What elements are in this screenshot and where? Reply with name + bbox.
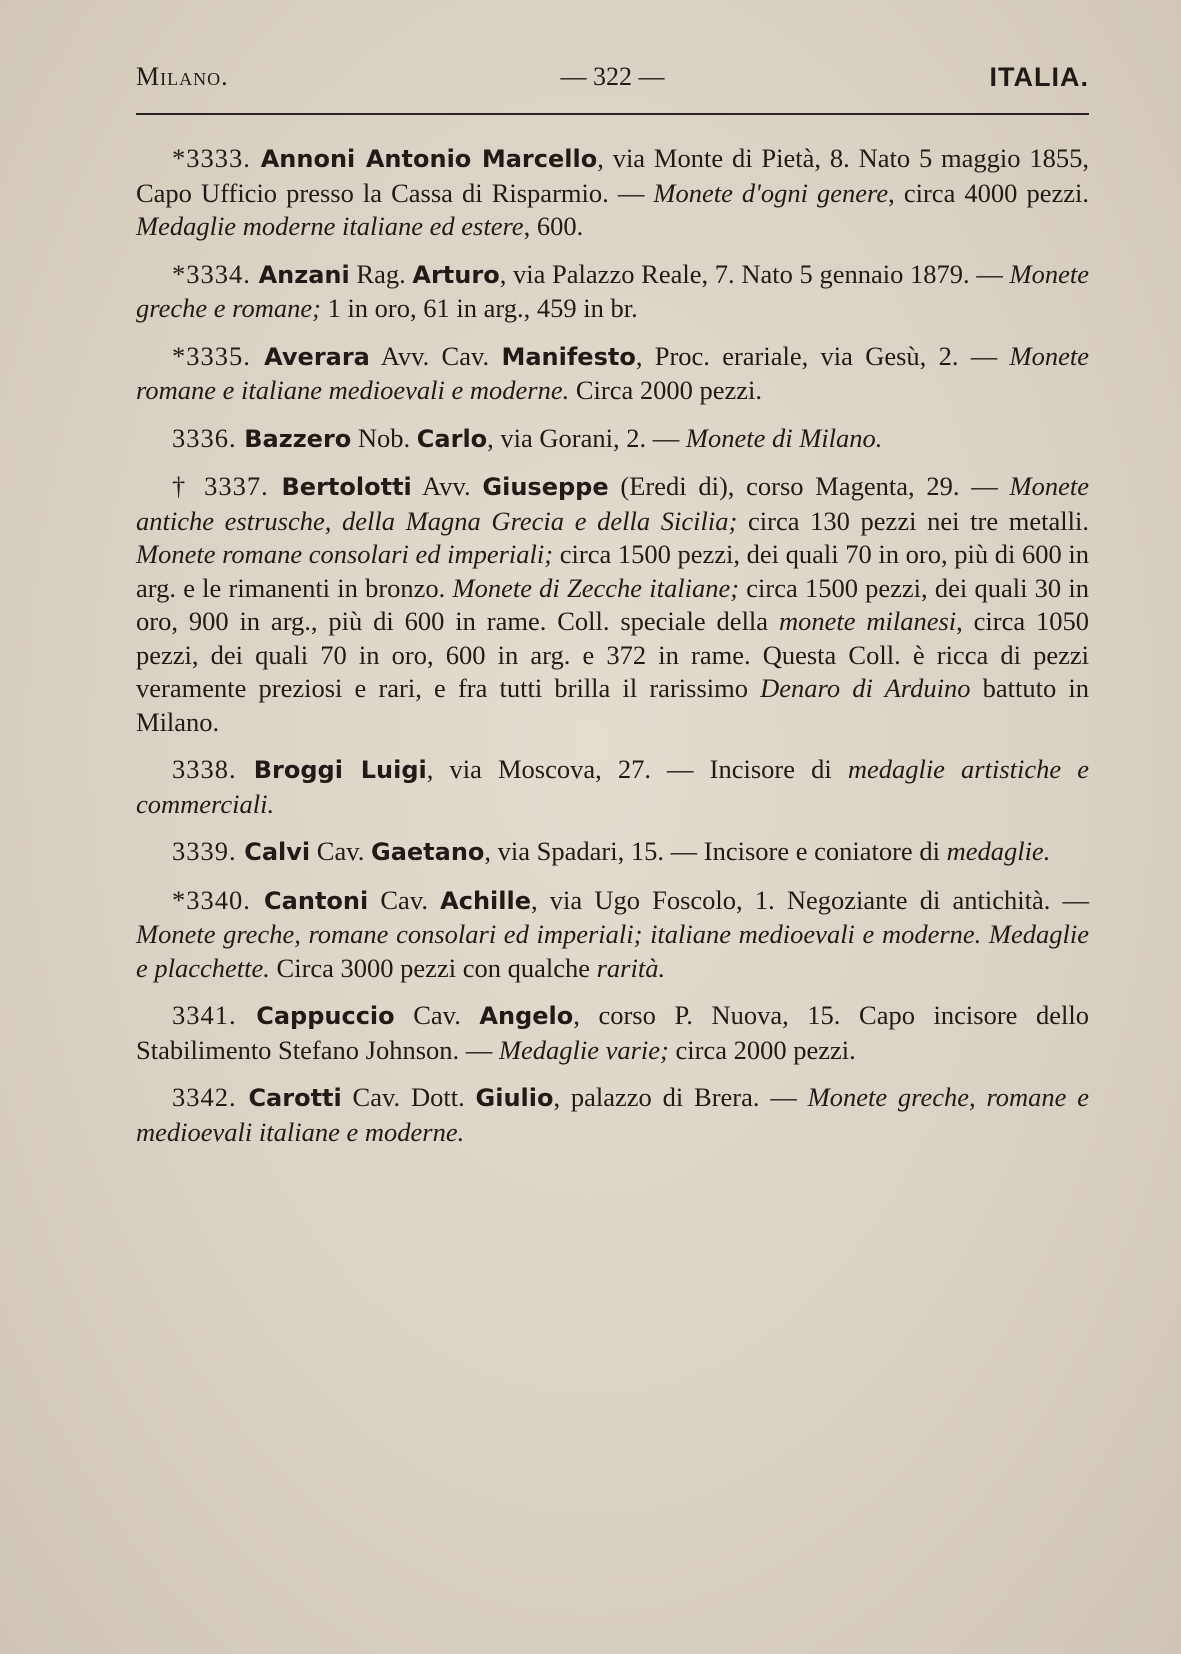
directory-entry xyxy=(136,999,1089,1067)
collector-name: Gaetano xyxy=(371,838,485,866)
collector-name: Averara xyxy=(264,342,370,371)
header-country: ITALIA. xyxy=(989,62,1089,92)
entry-text: circa 2000 pezzi. xyxy=(668,1034,856,1065)
collector-name: Annoni Antonio Marcello xyxy=(260,145,598,173)
entry-text: Avv. xyxy=(411,471,483,501)
collector-name: Bertolotti xyxy=(281,473,412,501)
entry-text: , corso P. Nuova, 15. Capo incisore dello Stabilimento Stefano Johnson. — xyxy=(136,1000,1090,1065)
collection-description: Monete d'ogni genere xyxy=(653,177,889,208)
header-city: Milano. xyxy=(136,62,229,91)
collector-name: Bazzero xyxy=(244,424,352,453)
collector-name: Achille xyxy=(440,886,531,915)
collection-description: Monete greche e romane; xyxy=(136,258,1090,323)
entry-number: † 3337. xyxy=(172,471,282,501)
entry-number: 3341. xyxy=(172,1000,257,1030)
collection-description: Medaglie moderne italiane ed estere xyxy=(136,211,524,241)
collection-description: medaglie. xyxy=(946,836,1051,866)
directory-entry xyxy=(136,470,1089,739)
collection-description: Medaglie varie; xyxy=(498,1034,669,1065)
entry-text: (Eredi di), corso Magenta, 29. — xyxy=(608,471,1010,501)
collector-name: Cappuccio xyxy=(256,1002,395,1030)
entry-text: Rag. xyxy=(349,258,413,289)
entry-text: circa 1500 pezzi, dei quali 70 in oro, più di 600 in arg. e le rimanenti in bronzo. xyxy=(136,539,1089,603)
entry-text: Circa 3000 pezzi con qualche xyxy=(269,952,597,983)
directory-entry xyxy=(136,1081,1089,1149)
entry-text: Avv. Cav. xyxy=(369,340,502,371)
collector-name: Giuseppe xyxy=(482,473,609,501)
entry-text: , 600. xyxy=(523,211,584,241)
collection-description: Monete romane consolari ed imperiali; xyxy=(136,539,554,569)
header-rule xyxy=(136,113,1089,115)
entry-text: , via Ugo Foscolo, 1. Negoziante di antichità. — xyxy=(530,884,1089,915)
collection-description: medaglie artistiche e commerciali. xyxy=(136,754,1090,819)
collection-description: rarità. xyxy=(596,952,666,983)
entry-text: Nob. xyxy=(351,422,417,453)
entry-text: , circa 4000 pezzi. xyxy=(888,177,1090,208)
entry-text: , via Spadari, 15. — Incisore e coniatore di xyxy=(484,836,947,866)
collector-name: Broggi Luigi xyxy=(253,756,427,784)
entry-text: Cav. Dott. xyxy=(341,1082,476,1112)
collection-description: Monete di Milano. xyxy=(685,422,883,453)
entry-text: , circa 1050 pezzi, dei quali 70 in oro, 600 in arg. e 372 in rame. Questa Coll. è ricca di pezzi veramente preziosi e rari, e fra tutti brilla il rarissimo xyxy=(136,606,1089,703)
entry-text: , via Monte di Pietà, 8. Nato 5 maggio 1855, Capo Ufficio presso la Cassa di Risparmio. — xyxy=(136,143,1089,208)
directory-entry xyxy=(136,258,1089,326)
collection-description: Monete greche, romane consolari ed imperiali; italiane medioevali e moderne. Medaglie e placchette. xyxy=(136,919,1089,983)
directory-entry xyxy=(136,753,1089,821)
collection-description: Monete romane e italiane medioevali e moderne. xyxy=(136,340,1089,405)
entry-text: 1 in oro, 61 in arg., 459 in br. xyxy=(320,293,638,323)
collection-description: Monete greche, romane e medioevali italiane e moderne. xyxy=(136,1082,1090,1147)
collector-name: Anzani xyxy=(258,260,350,289)
collector-name: Manifesto xyxy=(501,342,636,371)
entry-text: , palazzo di Brera. — xyxy=(553,1082,808,1112)
collector-name: Carotti xyxy=(248,1084,342,1112)
entry-text: circa 1500 pezzi, dei quali 30 in oro, 900 in arg., più di 600 in rame. Coll. speciale della xyxy=(136,572,1089,636)
entry-text: Cav. xyxy=(394,1000,480,1030)
entry-number: 3342. xyxy=(172,1082,249,1112)
directory-entry xyxy=(136,142,1089,244)
entry-text: , via Moscova, 27. — Incisore di xyxy=(426,754,848,784)
collection-description: Monete antiche estrusche, della Magna Grecia e della Sicilia; xyxy=(136,471,1089,536)
entry-text: , via Gorani, 2. — xyxy=(487,422,686,453)
entry-text: Cav. xyxy=(368,884,441,915)
directory-entry xyxy=(136,835,1089,870)
entry-text: Cav. xyxy=(310,836,371,866)
collection-description: Denaro di Arduino xyxy=(760,673,971,703)
entry-text: , Proc. erariale, via Gesù, 2. — xyxy=(635,340,1010,371)
entry-number: *3333. xyxy=(172,143,261,173)
running-header xyxy=(136,62,1089,102)
entry-number: 3339. xyxy=(172,836,245,866)
collector-name: Giulio xyxy=(475,1084,554,1112)
collector-name: Arturo xyxy=(412,260,500,289)
entry-number: 3338. xyxy=(172,754,254,784)
collection-description: monete milanesi xyxy=(778,606,957,636)
collector-name: Calvi xyxy=(244,838,311,866)
entry-number: *3340. xyxy=(172,884,265,915)
collection-description: Monete di Zecche italiane; xyxy=(452,572,740,603)
entry-text: battuto in Milano. xyxy=(136,673,1089,737)
entry-text: circa 130 pezzi nei tre metalli. xyxy=(737,505,1089,536)
entry-number: 3336. xyxy=(172,422,245,453)
entry-number: *3334. xyxy=(172,258,259,289)
directory-entry xyxy=(136,340,1089,408)
page-number: — 322 — xyxy=(560,62,665,91)
collector-name: Angelo xyxy=(479,1002,574,1030)
directory-entry xyxy=(136,884,1089,986)
entry-text: Circa 2000 pezzi. xyxy=(569,375,762,405)
directory-entries xyxy=(136,142,1089,1163)
collector-name: Cantoni xyxy=(264,886,369,915)
collector-name: Carlo xyxy=(416,424,488,453)
directory-entry xyxy=(136,422,1089,457)
entry-text: , via Palazzo Reale, 7. Nato 5 gennaio 1879. — xyxy=(499,258,1010,289)
entry-number: *3335. xyxy=(172,340,265,371)
